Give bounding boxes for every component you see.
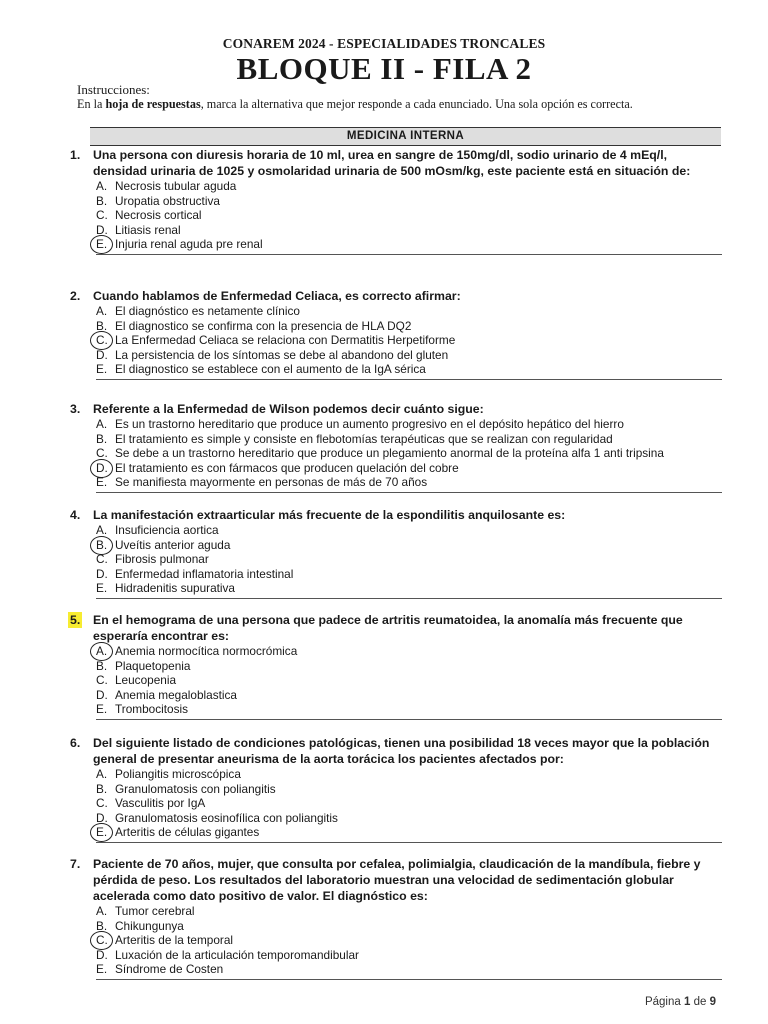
option-item	[70, 688, 722, 703]
option-text: El diagnostico se confirma con la presencia de HLA DQ2	[115, 318, 412, 333]
question-divider	[96, 842, 722, 843]
option-letter: B.	[96, 193, 108, 208]
option-item	[70, 523, 722, 538]
option-text: Plaquetopenia	[115, 658, 191, 673]
option-text: Anemia megaloblastica	[115, 687, 237, 702]
question-number: 3.	[70, 402, 81, 416]
option-text: Arteritis de células gigantes	[115, 825, 260, 840]
option-text: Granulomatosis eosinofílica con poliangitis	[115, 810, 338, 825]
option-item	[70, 644, 722, 659]
option-text: Insuficiencia aortica	[115, 523, 219, 537]
option-text: Luxación de la articulación temporomandibular	[115, 947, 359, 962]
option-letter: C.	[96, 552, 108, 567]
option-letter: D.	[96, 810, 108, 825]
circled-option-letter: D.	[96, 460, 108, 475]
exam-title: CONAREM 2024 - ESPECIALIDADES TRONCALES	[222, 36, 546, 51]
question-7	[70, 856, 722, 980]
option-list	[70, 179, 722, 252]
option-item	[70, 811, 722, 826]
option-item	[70, 432, 722, 447]
option-item	[70, 319, 722, 334]
option-item	[70, 567, 722, 582]
option-letter: D.	[96, 566, 108, 581]
option-item	[70, 179, 722, 194]
question-number: 4.	[70, 508, 81, 522]
question-header	[70, 735, 722, 767]
question-text: Una persona con diuresis horaria de 10 ml, urea en sangre de 150mg/dl, sodio urinario de 4 mEq/l, densidad urinaria de 1025 y osmolaridad urinaria de 500 mOsm/kg, este paciente está en situación de:	[93, 148, 691, 178]
page-current: 1	[683, 996, 691, 1008]
question-text: Referente a la Enfermedad de Wilson podemos decir cuánto sigue:	[93, 402, 484, 416]
option-item	[70, 362, 722, 377]
option-text: Vasculitis por IgA	[115, 796, 206, 811]
option-item	[70, 962, 722, 977]
option-text: Fibrosis pulmonar	[115, 552, 209, 567]
question-divider	[96, 719, 722, 720]
option-item	[70, 948, 722, 963]
option-item	[70, 825, 722, 840]
option-letter: A.	[96, 304, 108, 318]
question-number: 5.	[70, 613, 81, 627]
option-text: Se manifiesta mayormente en personas de más de 70 años	[115, 475, 428, 490]
question-text: La manifestación extraarticular más frecuente de la espondilitis anquilosante es:	[93, 508, 566, 522]
page-label: Página	[644, 996, 681, 1008]
page-of: de	[693, 996, 707, 1008]
option-item	[70, 552, 722, 567]
page-number	[645, 996, 716, 1008]
option-text: El tratamiento es simple y consiste en flebotomías terapéuticas que se realizan con regularidad	[115, 431, 613, 446]
option-letter: C.	[96, 796, 108, 811]
option-letter: E.	[96, 362, 108, 377]
option-list	[70, 904, 722, 977]
option-letter: A.	[96, 767, 108, 781]
page-total: 9	[709, 996, 716, 1008]
question-divider	[96, 979, 722, 980]
option-text: El diagnostico se establece con el aumento de la IgA sérica	[115, 362, 426, 377]
circled-option-letter: E.	[96, 237, 108, 252]
option-letter: A.	[96, 904, 108, 918]
option-text: Injuria renal aguda pre renal	[115, 237, 263, 252]
option-text: Granulomatosis con poliangitis	[115, 781, 276, 796]
option-item	[70, 933, 722, 948]
option-text: Se debe a un trastorno hereditario que produce un plegamiento anormal de la proteína alfa 1 anti tripsina	[115, 446, 664, 461]
option-item	[70, 333, 722, 348]
question-divider	[96, 492, 722, 493]
option-letter: C.	[96, 446, 108, 461]
instructions-text-end: , marca la alternativa que mejor responde a cada enunciado. Una sola opción es correcta.	[200, 97, 633, 111]
question-divider	[96, 598, 722, 599]
circled-option-letter: A.	[96, 644, 108, 658]
option-letter: D.	[96, 222, 108, 237]
option-item	[70, 208, 722, 223]
option-list	[70, 417, 722, 490]
option-text: Trombocitosis	[115, 702, 188, 717]
option-text: Poliangitis microscópica	[115, 767, 241, 781]
question-number: 2.	[70, 289, 81, 303]
option-letter: E.	[96, 962, 108, 977]
option-letter: C.	[96, 673, 108, 688]
block-title: BLOQUE II - FILA 2	[236, 51, 532, 86]
question-2	[70, 288, 722, 380]
question-text: Cuando hablamos de Enfermedad Celiaca, es correcto afirmar:	[93, 289, 461, 303]
option-item	[70, 904, 722, 919]
option-item	[70, 417, 722, 432]
option-item	[70, 475, 722, 490]
option-text: Uropatia obstructiva	[115, 193, 220, 208]
option-text: Litiasis renal	[115, 222, 181, 237]
option-letter: D.	[96, 687, 108, 702]
option-text: Arteritis de la temporal	[115, 933, 234, 948]
question-text: En el hemograma de una persona que padece de artritis reumatoidea, la anomalía más frecuente que esperaría encontrar es:	[93, 613, 683, 643]
question-header	[70, 507, 722, 523]
question-header	[70, 147, 722, 179]
question-6	[70, 735, 722, 843]
question-divider	[96, 379, 722, 380]
instructions-text-bold: hoja de respuestas	[105, 97, 201, 111]
option-item	[70, 348, 722, 363]
option-letter: B.	[96, 658, 108, 673]
option-list	[70, 644, 722, 717]
option-item	[70, 796, 722, 811]
option-item	[70, 461, 722, 476]
question-4	[70, 507, 722, 599]
question-header	[70, 856, 722, 904]
instructions-label: Instrucciones:	[77, 82, 150, 97]
question-text: Del siguiente listado de condiciones patológicas, tienen una posibilidad 18 veces mayor que la población general de presentar aneurisma de la aorta torácica los pacientes afectados por:	[93, 736, 710, 766]
option-letter: B.	[96, 318, 108, 333]
question-number: 1.	[70, 148, 81, 162]
option-text: La Enfermedad Celiaca se relaciona con Dermatitis Herpetiforme	[115, 333, 456, 348]
option-letter: A.	[96, 417, 108, 431]
question-number: 7.	[70, 857, 81, 871]
option-list	[70, 523, 722, 596]
instructions-text	[77, 97, 633, 112]
option-text: Uveítis anterior aguda	[115, 537, 231, 552]
option-text: Anemia normocítica normocrómica	[115, 644, 298, 658]
option-item	[70, 919, 722, 934]
option-letter: A.	[96, 179, 108, 193]
question-number: 6.	[70, 736, 81, 750]
option-letter: B.	[96, 781, 108, 796]
option-letter: B.	[96, 918, 108, 933]
option-item	[70, 673, 722, 688]
option-text: Chikungunya	[115, 918, 184, 933]
option-item	[70, 446, 722, 461]
question-header	[70, 288, 722, 304]
option-item	[70, 304, 722, 319]
question-5	[70, 612, 722, 720]
option-letter: E.	[96, 702, 108, 717]
option-list	[70, 304, 722, 377]
option-text: Necrosis tubular aguda	[115, 179, 237, 193]
option-letter: B.	[96, 431, 108, 446]
option-item	[70, 538, 722, 553]
question-header	[70, 401, 722, 417]
circled-option-letter: C.	[96, 333, 108, 348]
option-list	[70, 767, 722, 840]
option-text: Es un trastorno hereditario que produce un aumento progresivo en el depósito hepático del hierro	[115, 417, 624, 431]
question-text: Paciente de 70 años, mujer, que consulta por cefalea, polimialgia, claudicación de la mandíbula, fiebre y pérdida de peso. Los resultados del laboratorio muestran una velocidad de sedimentación globular acelerada como dato positivo de valor. El diagnóstico es:	[93, 857, 701, 903]
option-text: El tratamiento es con fármacos que producen quelación del cobre	[115, 460, 459, 475]
option-letter: E.	[96, 475, 108, 490]
circled-option-letter: E.	[96, 825, 108, 840]
option-item	[70, 782, 722, 797]
option-item	[70, 702, 722, 717]
option-item	[70, 237, 722, 252]
option-item	[70, 767, 722, 782]
question-3	[70, 401, 722, 493]
option-item	[70, 223, 722, 238]
option-text: Hidradenitis supurativa	[115, 581, 235, 596]
option-text: Tumor cerebral	[115, 904, 195, 918]
option-text: Necrosis cortical	[115, 208, 202, 223]
option-item	[70, 581, 722, 596]
option-text: La persistencia de los síntomas se debe al abandono del gluten	[115, 347, 449, 362]
section-title: MEDICINA INTERNA	[90, 127, 721, 146]
option-letter: C.	[96, 208, 108, 223]
instructions-text-start: En la	[77, 97, 106, 111]
option-text: Enfermedad inflamatoria intestinal	[115, 566, 294, 581]
option-letter: D.	[96, 347, 108, 362]
question-1	[70, 147, 722, 255]
option-letter: D.	[96, 947, 108, 962]
option-item	[70, 194, 722, 209]
circled-option-letter: C.	[96, 933, 108, 948]
circled-option-letter: B.	[96, 537, 108, 552]
question-divider	[96, 254, 722, 255]
option-letter: E.	[96, 581, 108, 596]
option-text: Síndrome de Costen	[115, 962, 224, 977]
option-text: El diagnóstico es netamente clínico	[115, 304, 300, 318]
option-text: Leucopenia	[115, 673, 177, 688]
question-header	[70, 612, 722, 644]
option-item	[70, 659, 722, 674]
option-letter: A.	[96, 523, 108, 537]
